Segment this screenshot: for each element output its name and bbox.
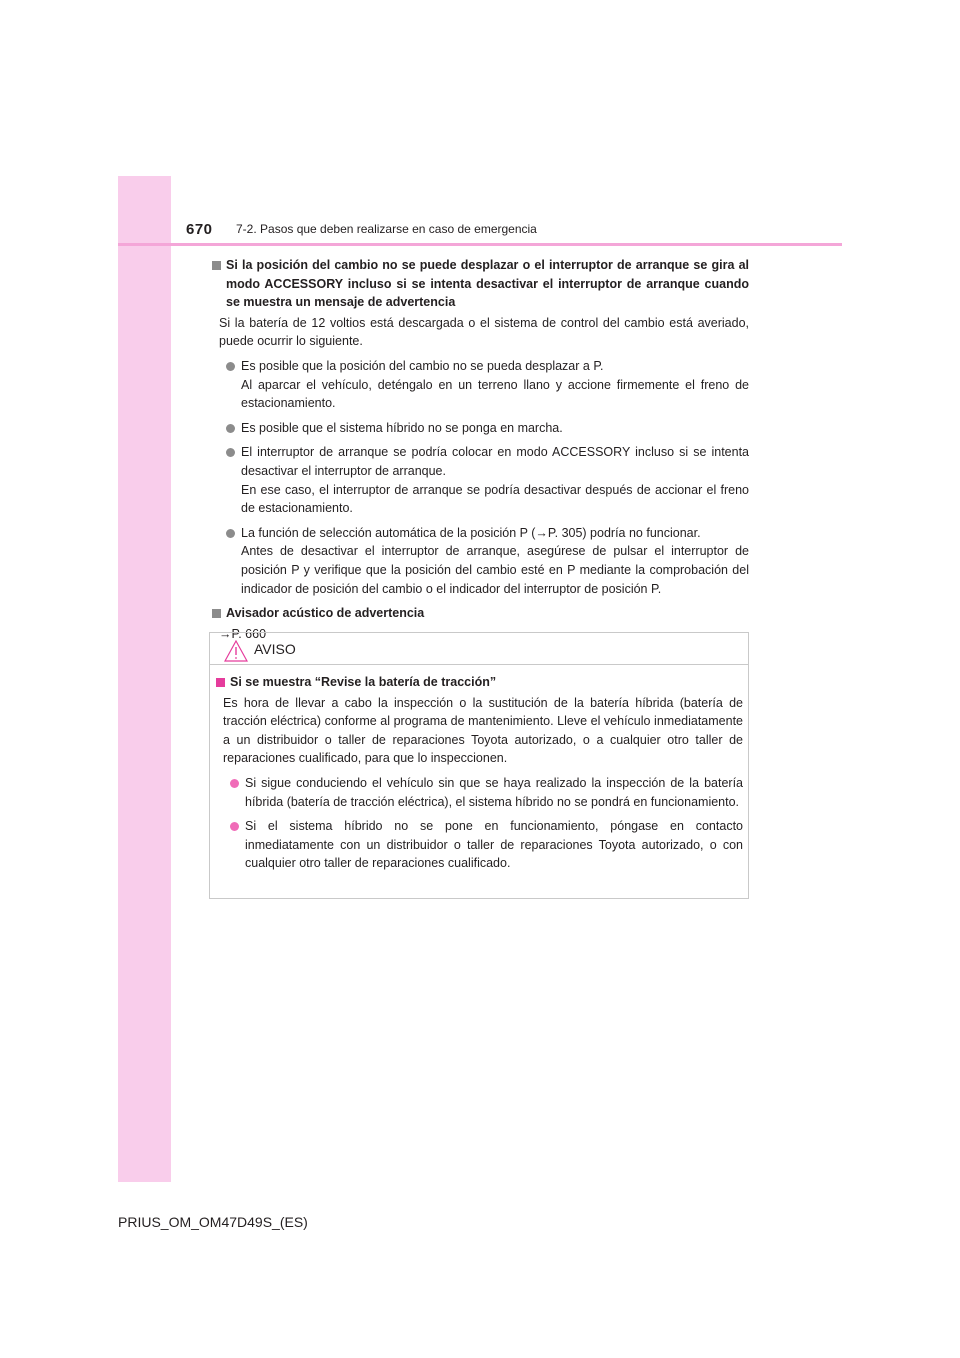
circle-bullet-icon <box>226 424 235 433</box>
warning-intro: Es hora de llevar a cabo la inspección o la sustitución de la batería híbrida (batería de tracción eléctrica) conforme al programa de mantenimiento. Lleve el vehículo inmediatamente a un distribuidor o taller de reparaciones Toyota autorizado, o a cualquier otro taller de reparaciones cualificado, para que lo inspeccionen. <box>223 695 743 766</box>
header-rule <box>118 243 842 246</box>
main-content <box>212 256 749 643</box>
section-heading-shift: Si la posición del cambio no se puede desplazar o el interruptor de arranque se gira al modo ACCESSORY incluso si se intenta desactivar el interruptor de arranque cuando se muestra un mensaje de advertencia <box>212 256 749 312</box>
square-bullet-icon <box>212 609 221 618</box>
warning-header <box>210 633 748 665</box>
warning-box <box>209 632 749 899</box>
circle-bullet-icon <box>226 448 235 457</box>
circle-bullet-icon <box>230 822 239 831</box>
list-item: Es posible que la posición del cambio no se pueda desplazar a P. Al aparcar el vehículo, deténgalo en un terreno llano y accione firmemente el freno de estacionamiento. <box>212 357 749 413</box>
list-item: Si el sistema híbrido no se pone en funcionamiento, póngase en contacto inmediatamente con un distribuidor o taller de reparaciones Toyota autorizado, o con cualquier otro taller de reparaciones cualificado. <box>216 817 743 873</box>
warning-heading: Si se muestra “Revise la batería de tracción” <box>216 673 743 692</box>
side-band <box>118 176 171 1182</box>
list-item: La función de selección automática de la posición P (→P. 305) podría no funcionar. Antes de desactivar el interruptor de arranque, asegúrese de pulsar el interruptor de posición P y verifique que la posición del cambio esté en P mediante la comprobación del indicador de posición del cambio o el indicador del interruptor de posición P. <box>212 524 749 598</box>
circle-bullet-icon <box>226 529 235 538</box>
circle-bullet-icon <box>226 362 235 371</box>
footer-doc-id: PRIUS_OM_OM47D49S_(ES) <box>118 1214 308 1230</box>
section-title: 7-2. Pasos que deben realizarse en caso de emergencia <box>236 222 537 236</box>
warning-label: AVISO <box>254 641 296 657</box>
warning-triangle-icon <box>224 640 248 662</box>
list-item: Si sigue conduciendo el vehículo sin que se haya realizado la inspección de la batería híbrida (batería de tracción eléctrica), el sistema híbrido no se pondrá en funcionamiento. <box>216 774 743 811</box>
list-item: Es posible que el sistema híbrido no se ponga en marcha. <box>212 419 749 438</box>
page-number: 670 <box>186 221 213 238</box>
circle-bullet-icon <box>230 779 239 788</box>
square-bullet-icon <box>212 261 221 270</box>
warning-content <box>216 673 743 873</box>
square-bullet-icon <box>216 678 225 687</box>
section-heading-buzzer: Avisador acústico de advertencia <box>212 604 749 623</box>
page-reference: →P. 660 <box>219 626 267 641</box>
intro-paragraph: Si la batería de 12 voltios está descargada o el sistema de control del cambio está averiado, puede ocurrir lo siguiente. <box>219 315 749 349</box>
list-item: El interruptor de arranque se podría colocar en modo ACCESSORY incluso si se intenta desactivar el interruptor de arranque. En ese caso, el interruptor de arranque se podría desactivar después de accionar el freno de estacionamiento. <box>212 443 749 517</box>
